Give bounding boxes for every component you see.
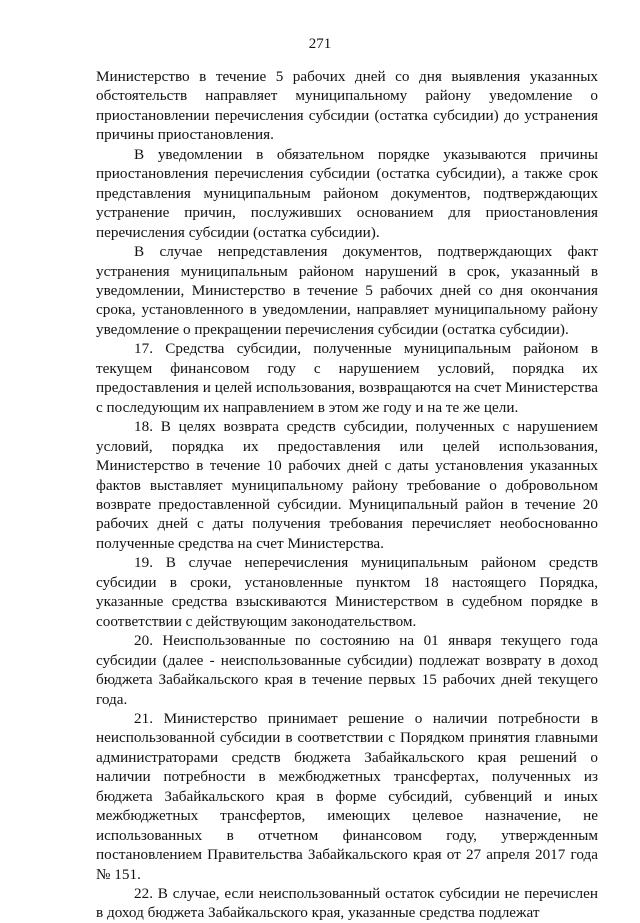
page-number: 271 (308, 36, 332, 52)
paragraph-clause-20: 20. Неиспользованные по состоянию на 01 января текущего года субсидии (далее - неиспользованные субсидии) подлежат возврату в доход бюджета Забайкальского края в течение первых 15 рабочих дней текущего года. (96, 632, 598, 708)
paragraph-clause-19: 19. В случае неперечисления муниципальным районом средств субсидии в сроки, установленные пунктом 18 настоящего Порядка, указанные средства взыскиваются Министерством в судебном порядке в соответствии с действующим законодательством. (96, 554, 598, 630)
paragraph-notice-contents: В уведомлении в обязательном порядке указываются причины приостановления перечисления субсидии (остатка субсидии), а также срок представления муниципальным районом документов, подтверждающих устранение причин, послуживших основанием для приостановления перечисления субсидии (остатка субсидии). (96, 145, 598, 241)
paragraph-clause-17: 17. Средства субсидии, полученные муниципальным районом в текущем финансовом году с нарушением условий, порядка их предоставления и целей использования, возвращаются на счет Министерства с последующим их направлением в этом же году и на те же цели. (96, 340, 598, 416)
paragraph-clause-21: 21. Министерство принимает решение о наличии потребности в неиспользованной субсидии в соответствии с Порядком принятия главными администраторами средств бюджета Забайкальского края решений о наличии потребности в межбюджетных трансфертах, полученных из бюджета Забайкальского края в форме субсидий, субвенций и иных межбюджетных трансфертов, имеющих целевое назначение, не использованных в отчетном финансовом году, утвержденным постановлением Правительства Забайкальского края от 27 апреля 2017 года № 151. (96, 709, 598, 883)
paragraph-non-submission: В случае непредставления документов, подтверждающих факт устранения муниципальным районом нарушений в срок, указанный в уведомлении, Министерство в течение 5 рабочих дней со дня окончания срока, установленного в уведомлении, направляет муниципальному району уведомление о прекращении перечисления субсидии (остатка субсидии). (96, 243, 598, 338)
paragraph-clause-18: 18. В целях возврата средств субсидии, полученных с нарушением условий, порядка их предоставления или целей использования, Министерство в течение 10 рабочих дней с даты установления указанных фактов выставляет муниципальному району требование о добровольном возврате предоставленной субсидии. Муниципальный район в течение 20 рабочих дней с даты получения требования перечисляет необоснованно полученные средства на счет Министерства. (96, 418, 598, 552)
document-body (96, 67, 598, 923)
paragraph-continuation: Министерство в течение 5 рабочих дней со дня выявления указанных обстоятельств направляет муниципальному району уведомление о приостановлении перечисления субсидии (остатка субсидии) до устранения причины приостановления. (96, 68, 598, 144)
paragraph-clause-22: 22. В случае, если неиспользованный остаток субсидии не перечислен в доход бюджета Забайкальского края, указанные средства подлежат (96, 885, 598, 922)
